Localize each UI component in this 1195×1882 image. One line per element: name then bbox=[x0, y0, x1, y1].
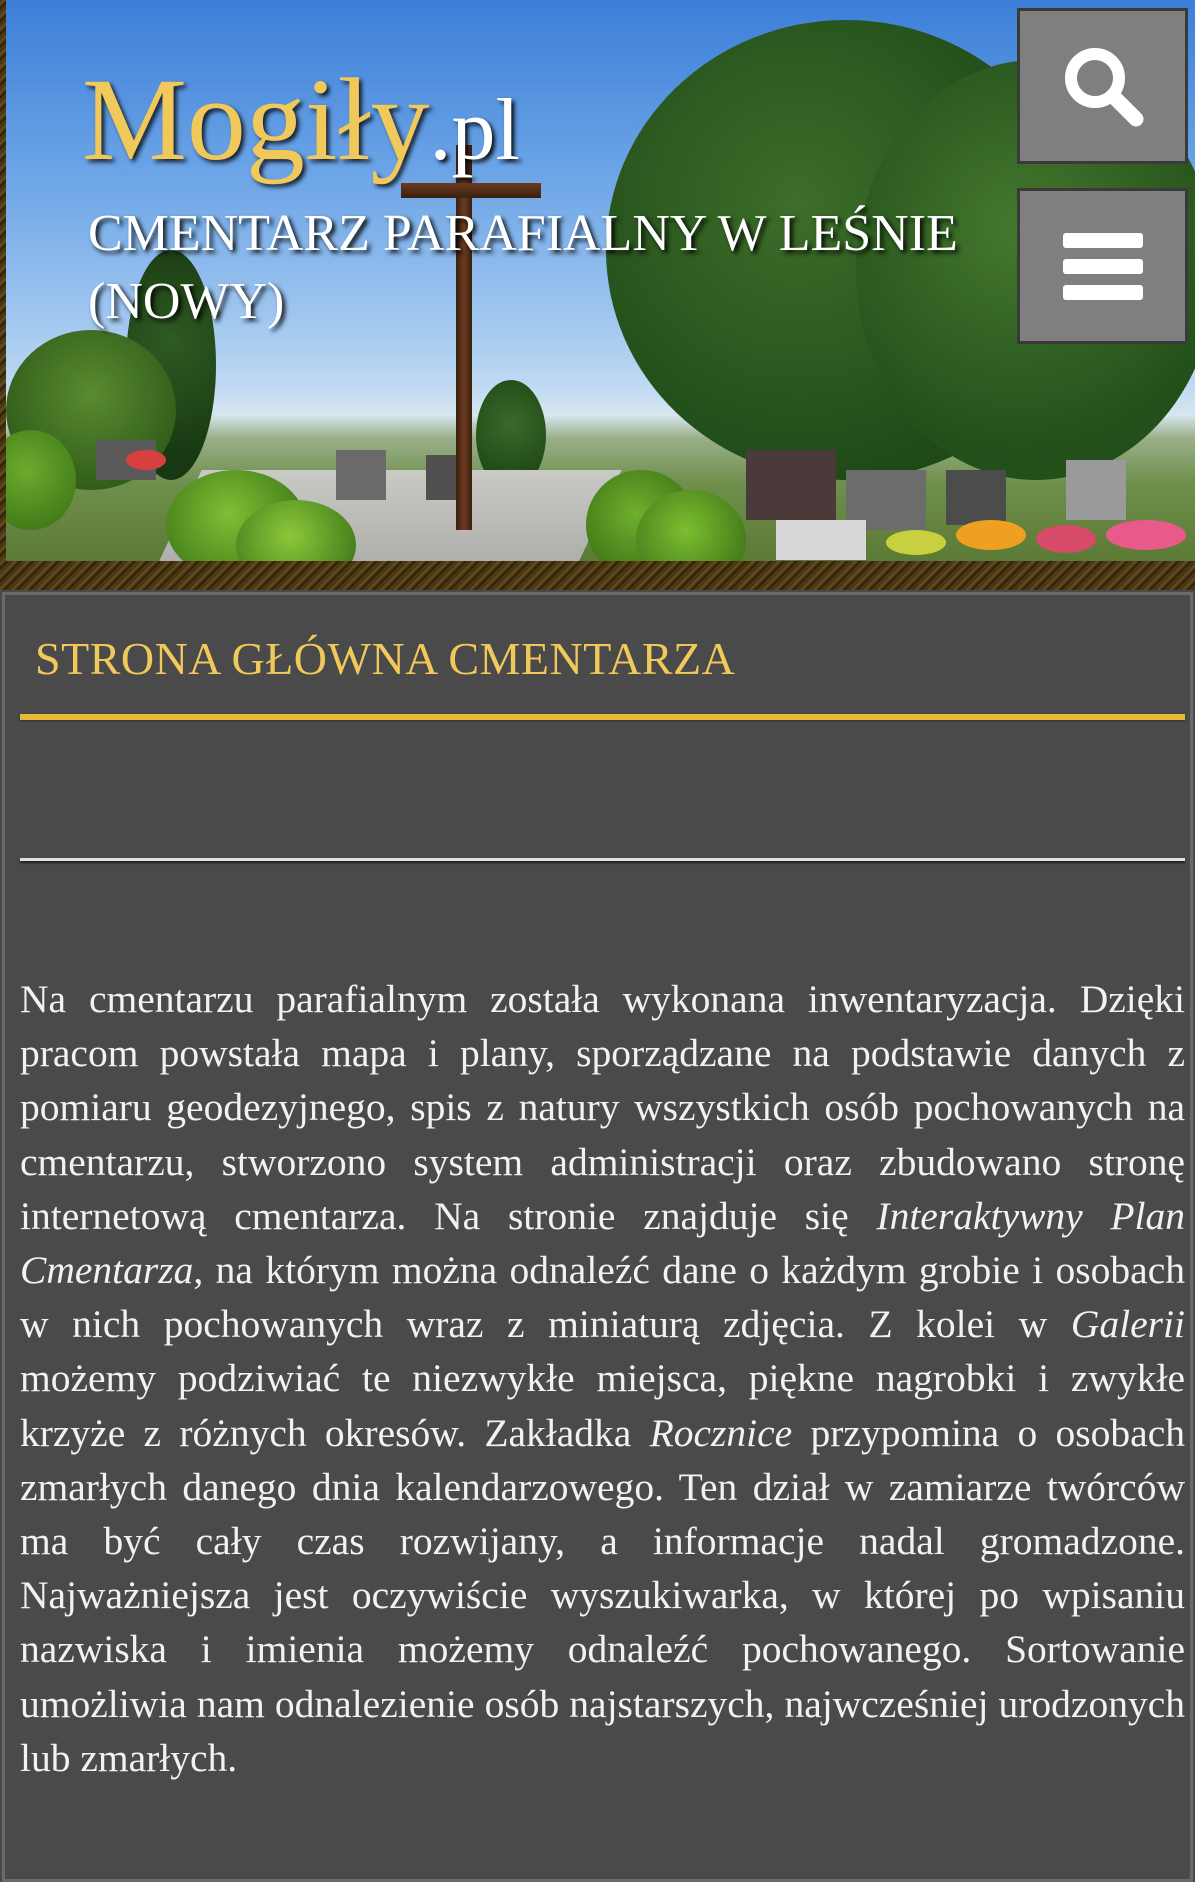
hamburger-menu-icon bbox=[1063, 222, 1143, 311]
cemetery-name: CMENTARZ PARAFIALNY W LEŚNIE (NOWY) bbox=[88, 205, 958, 330]
logo-suffix-text: .pl bbox=[429, 82, 520, 179]
banner-flowers bbox=[886, 530, 946, 555]
intro-paragraph bbox=[20, 972, 1185, 1785]
intro-text-2: , na którym można odnaleźć dane o każdym grobie i osobach w nich pochowanych wraz z miniaturą zdjęcia. Z kolei w bbox=[20, 1248, 1185, 1347]
title-divider bbox=[20, 714, 1185, 720]
header bbox=[0, 0, 1195, 590]
search-button[interactable] bbox=[1017, 8, 1188, 164]
banner-grave bbox=[946, 470, 1006, 525]
banner-flowers bbox=[1106, 520, 1186, 550]
banner-flowers bbox=[126, 450, 166, 470]
banner-grave bbox=[336, 450, 386, 500]
section-divider bbox=[20, 858, 1185, 861]
menu-button[interactable] bbox=[1017, 188, 1188, 344]
logo-main-text: Mogiły bbox=[82, 54, 430, 185]
site-logo[interactable] bbox=[82, 52, 520, 188]
banner-flowers bbox=[956, 520, 1026, 550]
banner-grave bbox=[1066, 460, 1126, 520]
search-icon bbox=[1058, 41, 1148, 131]
anniversaries-link[interactable]: Rocznice bbox=[649, 1410, 793, 1455]
intro-text-4: przypomina o osobach zmarłych danego dnia kalendarzowego. Ten dział w zamiarze twórców ma być cały czas rozwijany, a informacje nadal gromadzone. Najważniejsza jest oczywiście wyszukiwarka, w której po wpisaniu nazwiska i imienia możemy odnaleźć pochowanego. Sortowanie umożliwia nam odnalezienie osób najstarszych, najwcześniej urodzonych lub zmarłych. bbox=[20, 1410, 1185, 1780]
page-title: STRONA GŁÓWNA CMENTARZA bbox=[35, 633, 736, 684]
banner-grave bbox=[776, 520, 866, 560]
gallery-link[interactable]: Galerii bbox=[1070, 1302, 1185, 1347]
intro-text-3: możemy podziwiać te niezwykłe miejsca, piękne nagrobki i zwykłe krzyże z różnych okresów. Zakładka bbox=[20, 1356, 1185, 1455]
banner-flowers bbox=[1036, 525, 1096, 553]
intro-text-1: Na cmentarzu parafialnym została wykonana inwentaryzacja. Dzięki pracom powstała mapa i plany, sporządzane na podstawie danych z pomiaru geodezyjnego, spis z natury wszystkich osób pochowanych na cmentarzu, stworzono system administracji oraz zbudowano stronę internetową cmentarza. Na stronie znajduje się bbox=[20, 977, 1185, 1238]
banner-grave bbox=[746, 450, 836, 520]
interactive-plan-link[interactable]: Interaktywny Plan Cmentarza bbox=[20, 1193, 1185, 1293]
